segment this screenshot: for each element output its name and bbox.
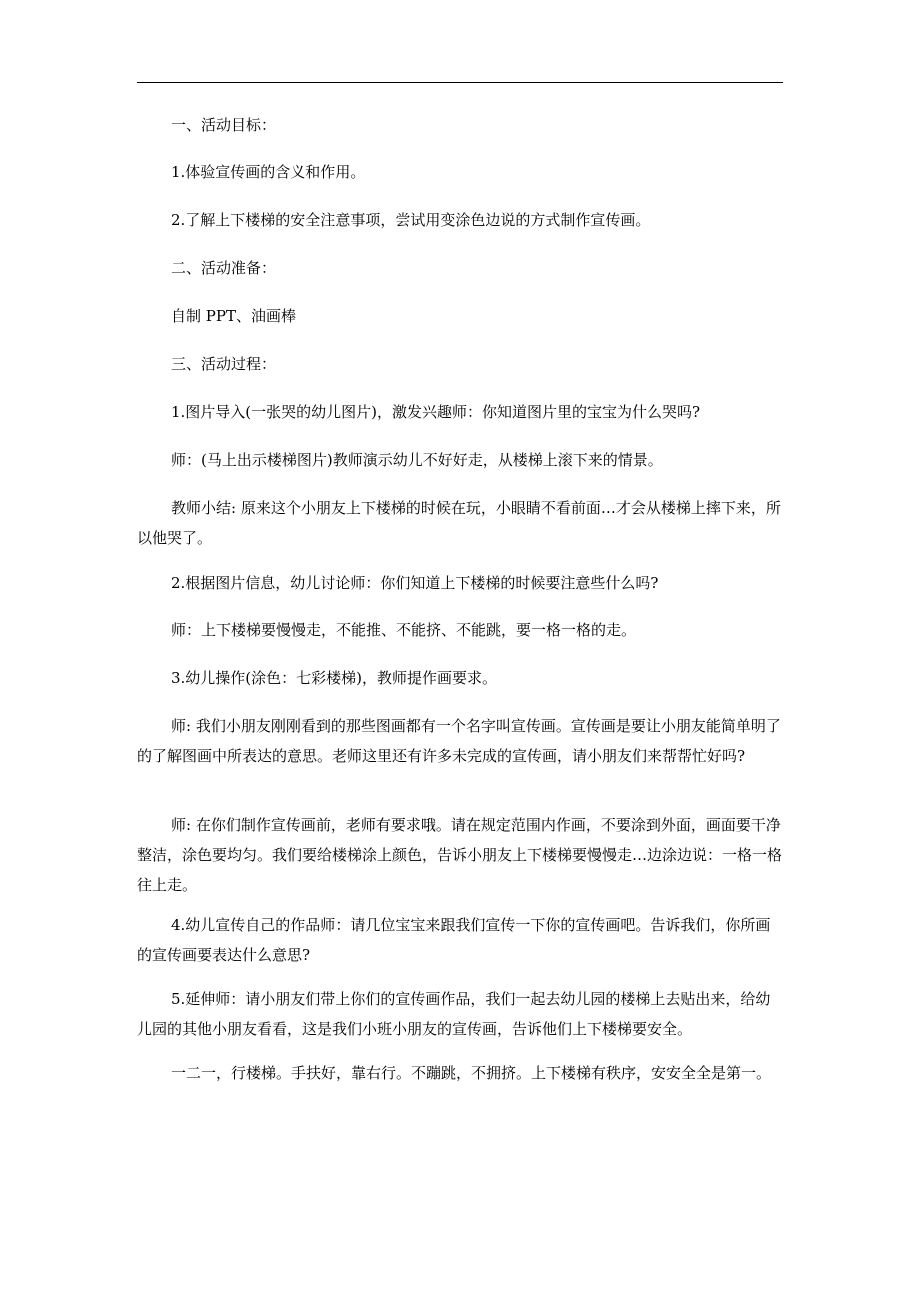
process-step-4: 4.幼儿宣传自己的作品师：请几位宝宝来跟我们宣传一下你的宣传画吧。告诉我们，你所画的宣传画要表达什么意思? [137, 916, 771, 964]
header-rule [137, 82, 783, 83]
goal-item-2: 2.了解上下楼梯的安全注意事项，尝试用变涂色边说的方式制作宣传画。 [171, 211, 651, 229]
section-heading-process: 三、活动过程： [171, 355, 277, 373]
teacher-rules: 师：上下楼梯要慢慢走，不能推、不能挤、不能跳，要一格一格的走。 [171, 621, 637, 639]
stairs-rhyme: 一二一，行楼梯。手扶好，靠右行。不蹦跳，不拥挤。上下楼梯有秩序，安安全全是第一。 [171, 1064, 772, 1082]
section-heading-goals: 一、活动目标： [171, 116, 277, 134]
teacher-demo: 师：(马上出示楼梯图片)教师演示幼儿不好好走，从楼梯上滚下来的情景。 [171, 451, 663, 469]
goal-item-1: 1.体验宣传画的含义和作用。 [171, 163, 366, 181]
teacher-summary: 教师小结: 原来这个小朋友上下楼梯的时候在玩，小眼睛不看前面…才会从楼梯上摔下来，所以他哭了。 [137, 499, 781, 547]
process-step-2: 2.根据图片信息，幼儿讨论师：你们知道上下楼梯的时候要注意些什么吗? [171, 574, 659, 592]
teacher-explain-poster: 师: 我们小朋友刚刚看到的那些图画都有一个名字叫宣传画。宣传画是要让小朋友能简单明了的了解图画中所表达的意思。老师这里还有许多未完成的宣传画，请小朋友们来帮帮忙好吗? [137, 717, 781, 765]
process-step-5: 5.延伸师：请小朋友们带上你们的宣传画作品，我们一起去幼儿园的楼梯上去贴出来，给幼儿园的其他小朋友看看，这是我们小班小朋友的宣传画，告诉他们上下楼梯要安全。 [137, 990, 771, 1038]
teacher-requirements: 师: 在你们制作宣传画前，老师有要求哦。请在规定范围内作画，不要涂到外面，画面要干净整洁，涂色要均匀。我们要给楼梯涂上颜色，告诉小朋友上下楼梯要慢慢走…边涂边说：一格一格往上走。 [137, 816, 783, 894]
preparation-text: 自制 PPT、油画棒 [171, 307, 296, 325]
process-step-3: 3.幼儿操作(涂色：七彩楼梯)，教师提作画要求。 [171, 669, 498, 687]
process-step-1: 1.图片导入(一张哭的幼儿图片)，激发兴趣师：你知道图片里的宝宝为什么哭吗? [171, 403, 701, 421]
section-heading-preparation: 二、活动准备： [171, 259, 277, 277]
